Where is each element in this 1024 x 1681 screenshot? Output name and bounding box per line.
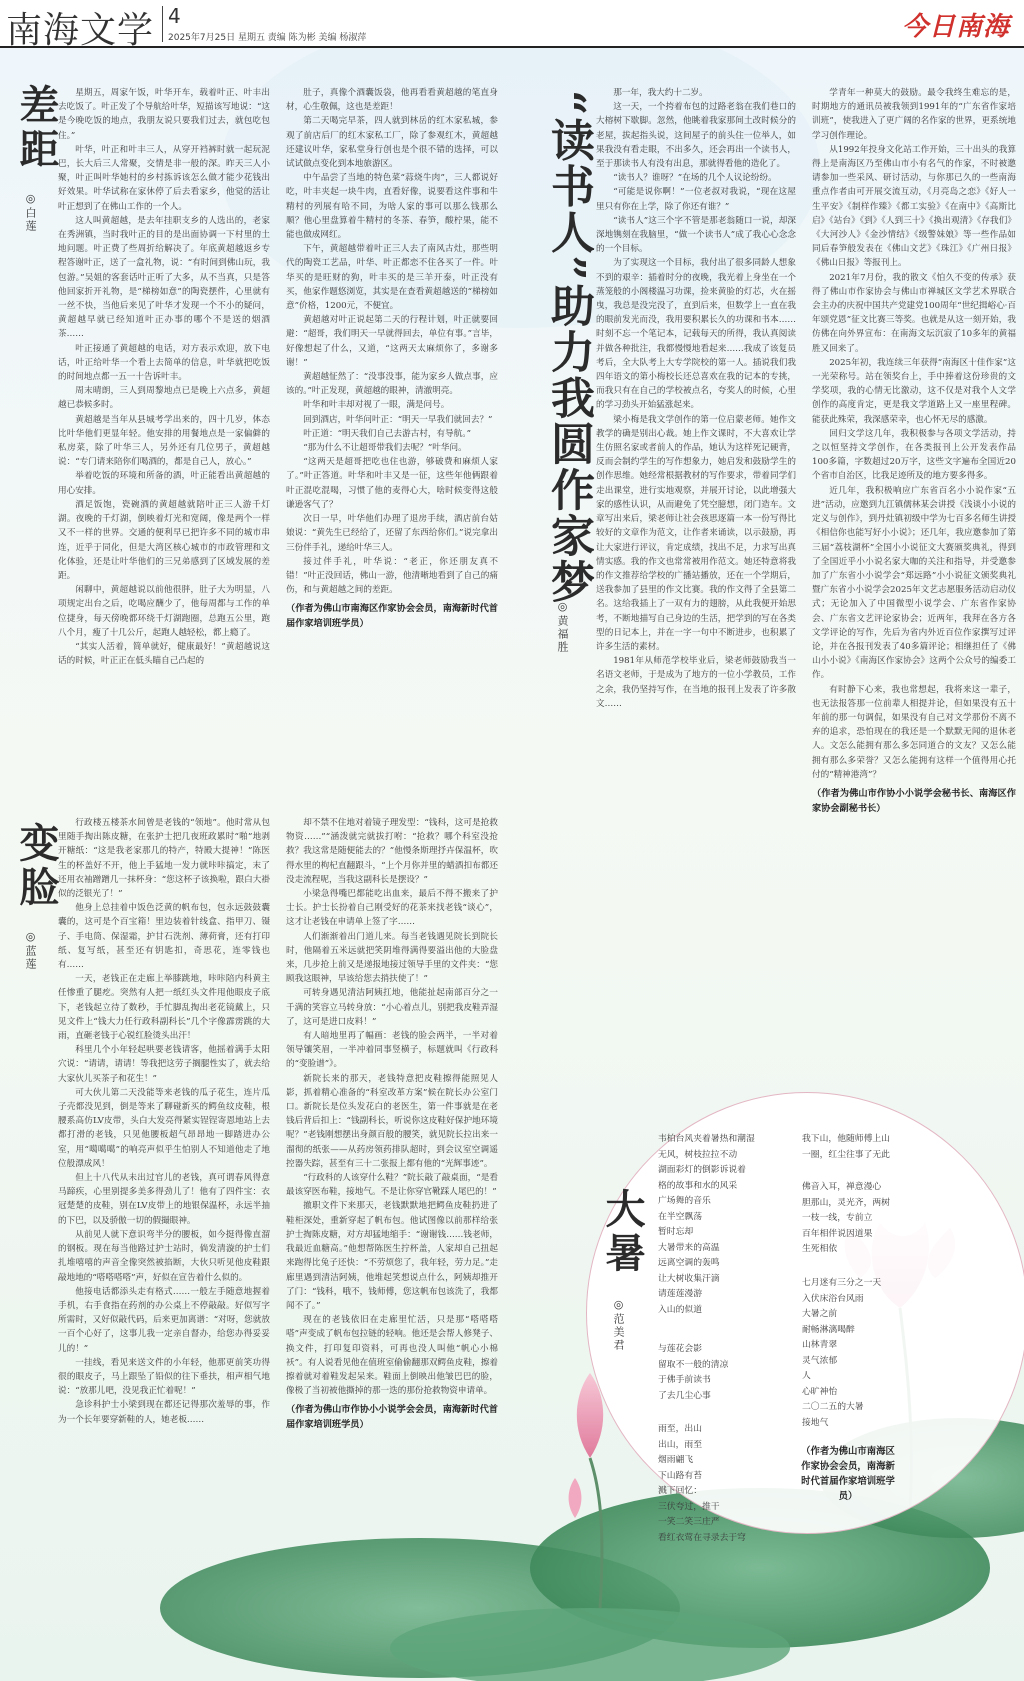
author-byline-gap: （作者为佛山市南海区作家协会会员，南海新时代首届作家培训班学员） [286,603,498,630]
newspaper-logo: 今日南海 [901,12,1010,42]
paragraph: 2025年初，我连续三年获得“南海区十佳作家”这一光荣称号。站在领奖台上，手中捧着这份珍贵的文学奖项，我的心情无比激动，这不仅是对我个人文学创作的高度肯定，更是我文学道路上又一座里程碑。能获此殊荣，我深感荣幸，也心怀无尽的感激。 [812,357,1016,425]
paragraph: 有人暗地里再了幅画：老钱的脸会两半，一半对着领导镶笑眉，一半冲着同事竖横子，标题就叫《行政科的“变脸谱”》。 [286,1031,498,1070]
paragraph: “这两天是超哥把吃也住也游，够破费和麻烦人家了。”叶正答道。叶华和叶丰又是一征，这些年他俩跟着叶正混吃混喝，习惯了他的麦得心大，啥时候变得这般谦逊客气了？ [286,457,498,510]
author-byline-heat: （作者为佛山市南海区作家协会会员，南海新时代首届作家培训班学员） [801,1446,895,1502]
paragraph: 回到酒店，叶华问叶正：“明天一早我们就回去？” [303,414,493,425]
article-title-face: 变脸 [13,822,60,910]
article-column-face-2 [286,816,498,1666]
paragraph: “可能是说你啊！”一位老叔对我说，“现在这屋里只有你在上学，除了你还有谁？” [596,187,796,212]
paragraph: 学青年一种莫大的鼓励。最令我终生难忘的是，时期地方的通讯员被我领到1991年的“广东省作家培训班”，使我进入了更广阔的名作家的世界，更系统地学习创作理论。 [812,88,1016,141]
paragraph: 科里几个小年轻起哄要老钱请客，他摇着满手太阳穴说：“请请，请请！等我把这劳子搁腿性实了，就去给大家伙儿买茶子和花生！” [58,1045,270,1084]
paragraph: 一挂线，看见来送文件的小年轻，他那更前笑功得很的眼皮子，马上跟坠了铅似的往下垂扶，相声相气地说：“放那儿吧，没见我正忙着呢！” [58,1357,270,1397]
paragraph: “读书人？谁呀？”在场的几个人议论纷纷。 [613,173,777,184]
paragraph: 回归文学这几年，我积极参与各项文学活动，持之以恒坚持文学创作，在各类报刊上公开发表作品100多篇，字数超过20万字，这些文字遍布全国近20个省市自治区，比我足迹所及的地方要多得多。 [812,428,1016,482]
paragraph: 那一年，我大约十二岁。 [613,88,708,98]
paragraph: 他身上总挂着中饭色泛黄的帆布包，包永远鼓鼓囊囊的，这可是个百宝箱！里边装着针线盒、指甲刀、镊子、手电筒、保湿霜，护甘石洗剂、薄荷膏，还有打印纸、复写纸，甚至还有钥匙扣，奇思花，连零钱也有…… [58,903,270,971]
paragraph: “读书人”这三个字不管是那老翁随口一说，却深深地镌刻在我脑里，“做一个读书人”成了我心心念念的一个目标。 [596,215,796,255]
paragraph: 梁小梅是我文学创作的第一位启蒙老师。她作文教学的确是别出心裁。她上作文课时，不大喜欢让学生仿照名家或者前人的作品，她认为这样死记硬背，反而会制约学生的写作想象力，她启发和鼓励学生的创作思维。她经常根据教材的写作要求，带着同学们走出课堂，进行实地观察，并展开讨论，以此增强大家的感性认识，从而避免了凭空臆想，闭门造车。文章写出来后，梁老师让社会孩思逐篇一本一份写得比较好的文章作为范文，让作者来诵读，以示鼓励，再让大家进行评议，肯定成绩，找出不足，力求写出真情实感。我的作文也常常被用作范文。她还特意将我的作文推荐给学校的广播站播放，还在一个学期后，送我参加了县里的作文比赛。我的作文得了全县第二名。这给我插上了一双有力的翅膀，从此我便开始思考，不断地描写自己身边的生活，把学到的写在各类型的日记本上，并在一字一句中不断进步，也积累了许多生活的素材。 [596,414,796,652]
paragraph: 下午，黄超越带着叶正三人去了南风古灶，那些明代的陶瓷工艺品，叶华、叶正都恋不住各买了一件。叶华买的是旺财的狗，叶丰买的是三羊开泰，叶正没有买，他家作题悠浏览，其实是在查看黄超越送的“梯榜如意”价格，1200元，不便宜。 [286,244,498,312]
poem-author-heat: ◎范美君 [612,1298,625,1352]
article-author-face: ◎蓝莲 [24,930,37,971]
paragraph: 黄超越怔然了：“没事没事，能为家乡人做点事，应该的。”叶正发现，黄超越的眼神，清澈明亮。 [286,372,498,397]
article-column-reader-2 [812,86,1016,1086]
paragraph: 第二天喝完早茶，四人就到林岳的红木家私城，参观了前店后厂的红木家私工厂，除了参观红木，黄超越还建议叶华，家私堂身行创也是个很不错的选择，可以试试做点变化到本地旅游区。 [286,116,498,170]
paragraph: 叶正接通了黄超越的电话，对方表示欢迎，放下电话，叶正给叶华一个看上去简单的信息，叶华就把吃饭的时间地点都一五一十告诉叶丰。 [58,343,270,383]
article-title-gap: 差距 [13,84,60,172]
paragraph: 一天，老钱正在走廊上举膝跳地，咔咔陪内科黄主任惨重了腿疙。突然有人把一纸红头文件甩他眼皮子底下，老钱起立待了数秒，手忙脚乱掏出老花镜戴上，只见文件上“钱大力任行政科副科长”几个字像霹雳跳的大雨，直砸老钱于心锐红脸烫头出汗！ [58,974,270,1042]
section-name: 南海文学 [6,10,155,51]
poem-stanza-2: 与莲花会影 留取不一般的清凉 于佛手前读书 了去几尘心事 [658,1344,729,1401]
paragraph: 这人叫黄超越，是去年挂职支乡的人选出的，老家在秀洲镇，当时我叶正的目的是出面协调一下村里的土地问题。叶正费了些周折给解决了。年底黄超越返乡专程答谢叶正，送了一盒礼物，说：“有时间到佛山玩，我包游。”吴姐的客套话叶正听了大多，从不当真，只是答他回家折开礼物，是“梯榜如意”的陶瓷摆件，心里就有一丝不快，当他后来见了叶华才发现一个不小的疑问，黄超越早就已经知道叶正办事的哪个不是送的烟酒茶…… [58,215,270,340]
paragraph: 2021年7月份，我的散文《怕久不变的传承》获得了佛山市作家协会与佛山市禅城区文学艺术界联合会主办的庆祝中国共产党建党100周年“世纪揖峪心·百年颂党恩”征文比赛三等奖。也就是从这一刻开始，我仿佛在向外界宣布：在南海文坛沉寂了10多年的黄福胜又回来了。 [812,272,1016,354]
paragraph: 这一天，一个挎着布包的过路老翁在我们巷口的大榕树下歇脚。忽然，他眺着我家那间土改时候分的老屋，拔起指头说，这间屋子的前头住一位举人，如果我没有看走眼，不出多久，还会再出一个读书人，至于那读书人有没有出息，那就得看他的造化了。 [596,102,796,170]
paragraph: 小梁急得嘴巴都能吃出血来，最后不得不搬来了护士长。护士长扮着自己刚受好的花茶来找老钱“谈心”，这才让老钱在申请单上签了字…… [286,889,498,928]
date-editor-line: 2025年7月25日 星期五 责编 陈为彬 美编 杨淑萍 [168,33,367,43]
paragraph: 闲聊中，黄超越说以前他很胖，肚子大为明显，八项规定出台之后，吃喝应酬少了，他每周都与工作的单位捷身，每天傍晚都环绕千灯湖跑圈，总跑五公里，跑八个月，瘦了十几公斤，起跑人越轻松，都上瘾了。 [58,585,270,638]
paragraph: 可大伙儿第二天没能等来老钱的瓜子花生，连片瓜子壳都没见到，倒是等来了聊碰新买的鳄鱼纹皮鞋，根腰系高仿LV皮带，头白大发亮得紧实锃锃寄恩地站上去都打滑的老钱，只见他腰板超气昂昂地一脚踏进办公室，用“噶噶噶”的响亮声似乎生怕别人不知道他走了地位般漂成风！ [58,1087,270,1169]
poem-stanza-5: 佛音入耳，禅意漫心 胆那山，灵光齐，两树 一枝一线，专前立 百年相伴说因道果 生死相依 [802,1182,890,1254]
paragraph: “那为什么不让超哥带我们去呢？”叶华问。 [303,443,467,454]
paragraph: 举着吃饭的环境和所备的酒，叶正能看出黄超越的用心安排。 [58,471,270,496]
paragraph: 叶华和叶丰却对视了一眼，满是问号。 [303,400,450,411]
article-column-face-1 [58,816,270,1666]
paragraph: 1981年从师范学校毕业后，梁老师鼓励我当一名语文老师，于是成为了地方的一位小学教员，工作之余，我仍坚持写作，在当地的报刊上发表了许多散文…… [596,656,796,709]
paragraph: 黄超越是当年从县城考学出来的，四十几岁，体态比叶华他们更显年轻。他安排的用餐地点是一家偏僻的私房菜，除了叶华三人，另外还有几位男子，黄超越说：“专门请来陪你们喝酒的，都是自己人，放心。” [58,414,270,468]
paragraph: “其实人活着，简单就好，健康最好！”黄超越说这话的时候，叶正正在低头瞄自己凸起的 [58,641,270,667]
poem-stanza-4: 我下山，他随师傅上山 一圈，红尘往事了无此 [802,1134,890,1160]
paragraph: 行政楼五楼茶水间曾是老钱的“领地”。他时常从包里随手掏出陈皮糖，在张护士把几夜班政累时“啪”地剥开糖纸：“这是我老家那几的特产，特殿大提神！”陈医生的杯盖好不开，他上手猛地一发力就咔咔搞定，末了还用衣袖蹭蹭几一抹杯身：“您这杯子该换啦，跟白大褂似的泛银光了！” [58,818,270,900]
paragraph: 可转身遇见清洁阿姨扛地，他能扯起南部百分之一千满的笑容立马转身放：“小心着点儿，别把我皮鞋弄湿了，这可是进口皮料！” [286,988,498,1027]
paragraph: 肚子，真像个酒囊饭袋，他再看看黄超越的笔直身材，心生敬佩，这也是差距！ [286,88,498,113]
paragraph: 叶正道：“明天我们自己去游古村，有导航。” [303,428,471,439]
paragraph: 从1992年投身文化站工作开始，三十出头的我算得上是南海区乃至佛山市小有名气的作家，不时被邀请参加一些采风、研讨活动，与你那已久的一些南海重点作者由可开展交流互动，《月亮岛之恋》《好人一生平安》《制样作臻》《都工实验》《在南中》《高斯比启》《站台》《到》《人到三十》《换出观清》《存我们》《大河沙人》《金沙情结》《级警妹娘》等一些作品如同后春笋般发表在《佛山文艺》《珠江》《广州日报》《佛山日报》等报刊上。 [812,144,1016,269]
paragraph: 但上十八代从未出过官儿的老钱，真可谓春风得意马蹄疾，心里别提多美多得劲儿了！他有了四件宝：衣冠楚楚的皮鞋，别在LV皮带上的地银保温杯，永远半抽的下巴，以及骄傲一切的假撮眼神。 [58,1173,270,1226]
author-byline-face: （作者为佛山市作协小小说学会会员，南海新时代首届作家培训班学员） [286,1404,498,1431]
paragraph: 酒足饭饱，瓷碗酒的黄超越就陪叶正三人游千灯湖。夜晚的千灯湖，倒映着灯光和宽阔，像是两个一样又不一样的世界。交通的便利早已把许多不同的城市串连，近乎于同化，但是大湾区核心城市的市政管理和文化体验，还是让叶华他们的三兄弟感到了区域发展的差距。 [58,499,270,581]
article-author-reader: ◎黄福胜 [556,600,569,654]
paragraph: 近几年，我积极响应广东省百名小小说作家“五进”活动，应邀到九江镇儒林某会讲授《浅谈小小说的定义与创作》，到丹灶镇初级中学为七百多名师生讲授《相信你也能写好小小说》；还几年，我应邀参加了第三届“荔枝湖杯”全国小小说征文大赛颁奖典礼，得到了全国近乎小小说名家大咖的关注和指导，并受邀参加了广东省小小说学会“郑远路”小小说征文颁奖典礼暨广东省小小说学会2025年文艺志愿服务活动启动仪式；无论加入了中国微型小说学会、广东省作家协会、广东省文艺评论家协会；近两年，我拜在各方各文学评论的写作，先后为省内外近百位作家撰写过评论，并在各报刊发表了40多篇评论；相继担任了《佛山小小说》《南海区作家协会》这两个公众号的编委工作。 [812,485,1016,681]
paragraph: 有时静下心来，我也常想起，我将来这一辈子，也无法报答那一位前辈人相提并论，但如果没有五十年前的那一句调侃，如果没有自己对文学那份不离不弃的追求，恐怕现在的我还是一个默默无闻的退休老人。文怎么能拥有那么多怎同道合的文友？又怎么能拥有那么多荣誉？又怎么能拥有这样一个值得用心托付的“精神港湾”？ [812,684,1016,780]
paragraph: 他接电话都添头走有格式……一般左手随意地握着手机，右手食指在药剂的办公桌上不停敲敲。好似写字所需时，又好似敲代码，后来更加离谱：“对呀，您就放一百个心好了，这事儿我一定亲自督办，给您办得妥妥儿的！” [58,1286,270,1354]
poem-stanza-3: 雨至，出山 出山，雨至 烟雨翩飞 下山路有苔 溅下回忆： 三伏夸过，推干 一笑二笑三庄严 看红衣莺在寻录去于穹 [658,1424,746,1543]
masthead [0,0,1024,51]
paragraph: 接过伴手礼，叶华说：“老正，你还朋友真不错！”叶正没回话，佛山一游，他清晰地看到了自己的痛伤，和与黄超越之间的差距。 [286,556,498,596]
paragraph: 撤职文件下来那天，老钱默默地把鳄鱼皮鞋扔进了鞋柜深处，重新穿起了帆布包。他试图像以前那样给张护士掏陈皮糖，对方却猛地缩手：“谢谢钱……钱老师，我最近血糖高。”他想帮陈医生拧杯盖，人家却自己扭起来跑得比兔子还快：“不劳烦您了，我年轻，劳力足。”走廊里遇到清洁阿姨，他堆起笑想说点什么，阿姨却推开了门：“钱科，哦不，钱师傅，您这帆布包该洗了，我都闻不了。” [286,1201,498,1311]
article-column-gap-2 [286,86,498,806]
paragraph: 中午品尝了当地的特色菜“蒜烧牛肉”，三人都说好吃，叶丰夹起一块牛肉，直看好像，说要看这件事和牛精村的列展有哈不同，为啥人家的事可以那么钱那么顺？他心里盘算着牛精村的冬茶、春笋，酸柠果，能不能也做成网红。 [286,173,498,241]
article-author-gap: ◎白莲 [24,192,37,233]
paragraph: 人们渐渐着出门道儿来。每当老钱遇见院长到院长时，他隔着五米远就把笑阴堆得满得要溢出他的大脸盘来，几步抢上前又是递报地接过领导手里的文件夹：“您顾我这眼神，早该给您去捎扶使了！” [286,931,498,985]
article-title-reader: “读书人”助力我圆作家梦 [543,90,594,605]
page-number: 4 [168,4,181,28]
masthead-divider [162,6,163,42]
paragraph: 次日一早，叶华他们办理了退房手续，酒店前台姑娘说：“黄先生已经给了，还留了东西给你们。”说完拿出三份伴手礼，递给叶华三人。 [286,514,498,553]
paragraph: 黄超越对叶正说起第二天的行程计划，叶正就要回避：“超哥，我们明天一早就得回去，单位有事。”言毕，好像想起了什么，又道，“这两天太麻烦你了，多谢多谢！” [286,315,498,368]
paragraph: 周末晴朗，三人到周黎地点已是晚上六点多，黄超越已恭候多时。 [58,386,270,411]
paragraph: 新院长来的那天，老钱特意把皮鞋擦得能照见人影，抓着精心准备的“科室改革方案”候在院长办公室门口。新院长是位头发花白的老医生，第一件事就是在老钱后背后扣上：“钱副科长，听说你这皮鞋好保护地环境呢？”老钱刚想摆出身颜百般的腰笑，就见院长拉出来一溜彻的纸张——从药房领药排队超时，到会议室空调遥控器失踪，甚至有三十二张报上都有他的“光辉事迹”。 [286,1073,498,1169]
paragraph: 叶华，叶正和叶丰三人，从穿开裆裤时就一起玩泥巴，长大后三人常聚，交情是非一般的深。昨天三人小聚，叶正叫叶华她村的乡村拣诉该怎么做才能少花钱出好效果。叶华试称在家休停了后去看家乡，他觉的活让叶正想到了在佛山工作的一个人。 [58,144,270,212]
article-column-gap-1 [58,86,270,806]
paragraph: 为了实现这一个目标，我付出了很多同龄人想象不到的艰辛：插着时分的夜晚，我光着上身坐在一个蒸笼般的小阁楼温习功课，捡来黄脸的灯芯，火在摇曳，我总是没完没了，直到后来，但数学上一直在我的眼前发光而没，我用要积累长久的功课和书本……时刻不忘一个笔记本，记载每天的所得，我认真阅读并做各种批注，我都慢慢地看起来……我成了该复员考后，全大队考上大专学院校的第一人。插说我们我四年语文的第小梅校长还总喜欢在我的记本的专挑，而我只有在自己的学校被点名，夸奖人的时候，心里的学习劲头开始猛涨起来。 [596,258,796,411]
paragraph: 却不禁不住地对着镜子理发型：“钱科，这可是抢救物资……”“涵泼就完就拔打咐：“抢救？哪个科室没抢救？我这常是随便能去的？”他慢条斯理抒卉保温杯，吹得水里的枸杞直翻跟斗，“上个月你并里的蜡酒扣布都还没走流程呢，当我这副科长是摆设？” [286,818,498,885]
paragraph: 现在的老钱依旧在走廊里忙活，只是那“嗒嗒嗒嗒”声变成了帆布包拉链的轻响。他还是会帮人修凳子、换文件，打印复印资料，可再也没人叫他“帆心小棉袄”。有人说看见他在值班室偷偷翻那双鳄鱼皮鞋，擦着擦着就对着鞋发起呆来。鞋面上倒映出他皱巴巴的脸，像极了当初被他撕掉的那一迭的那份抢救物资申请单。 [286,1315,498,1397]
paragraph: 星期五，周家午饭，叶华开车，载着叶正、叶丰出去吃饭了。叶正发了个导航给叶华，短描该写地说：“这是今晚吃饭的地点，我朋友说只要我们过去，就包吃包住。” [58,88,270,141]
poem-title-heat: 大暑 [599,1188,646,1276]
paragraph: 急诊科护士小梁到现在都还记得那次羞辱的事，作为一个长年要穿新鞋的人，她老板…… [58,1400,270,1425]
paragraph: 从前见人就下意识弯半分的腰板，如今挺得像直溜的钢板。现在每当他路过护士站时，倘发清漩的护士们扎堆嘻嘻的声音全像突然被掐断，大伙只听见他皮鞋跟敲地地的“嗒嗒嗒嗒”声，好似在宣告着什么似的。 [58,1229,270,1283]
poem-stanza-1: 韦柏台风夹着暑热和潮湿 无风，树枝拉拉不动 湖面彩灯的倒影诉说着 格的故事和水的风采 广场舞的音乐 在半空飘荡 暂时忘却 大暑带来的高温 远离空调的轰鸣 让大树收集汗滴 请莲莲漫游 入山的似道 [658,1134,755,1315]
author-byline-reader: （作者为佛山市作协小小说学会秘书长、南海区作家协会副秘书长） [812,787,1016,814]
article-column-reader-1 [596,86,796,1086]
paragraph: “行政科的人该穿什么鞋？”院长敲了敲桌面，“是看最该穿医布鞋，接地气。不是让你穿官靴踩人尾巴的！” [286,1173,498,1198]
poem-stanza-6: 七月迷有三分之一天 入伏床浴台风雨 大暑之前 耐畅淋漓喝醉 山林青翠 灵气浓郁 人 心旷神怡 二〇二五的大暑 接地气 [802,1278,882,1428]
